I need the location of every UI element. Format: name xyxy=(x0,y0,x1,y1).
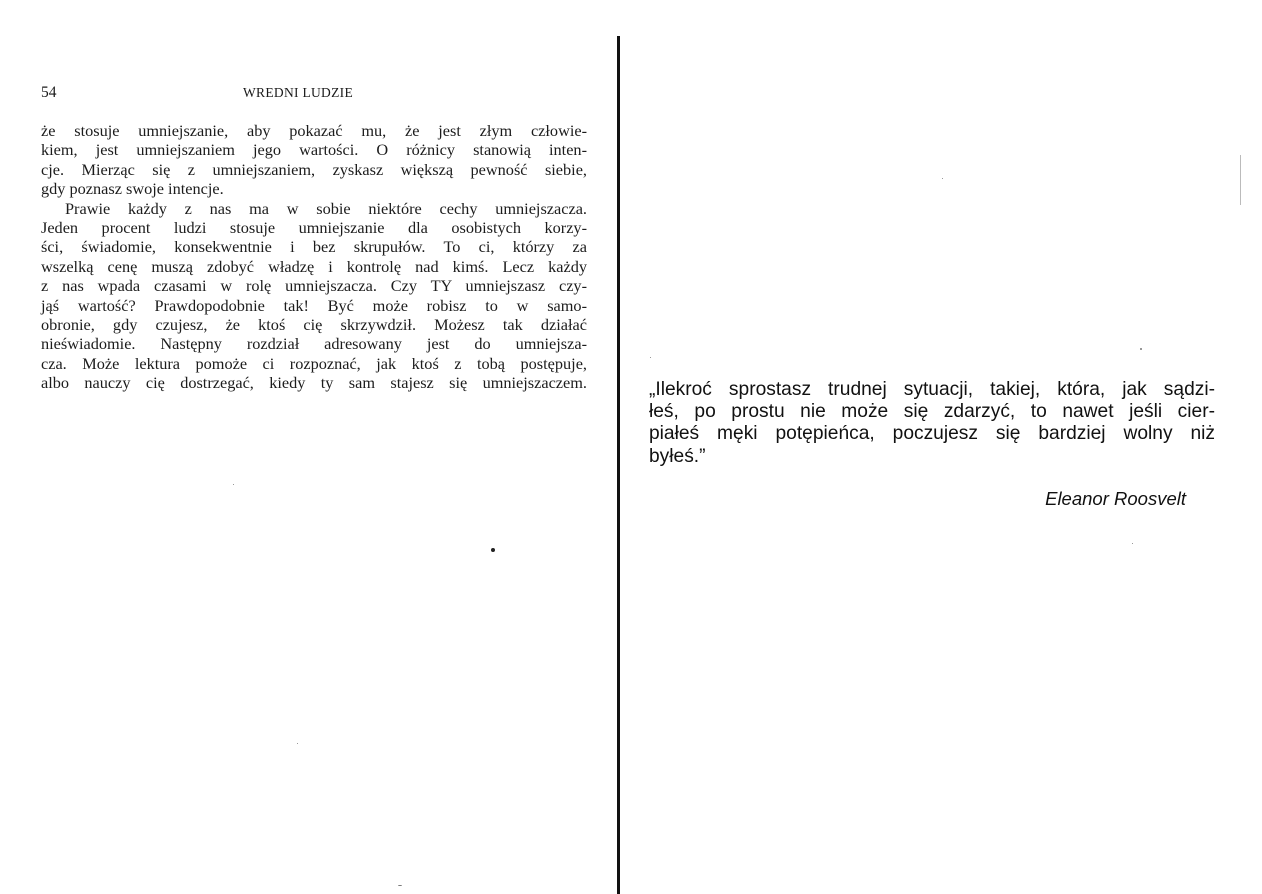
quote-attribution: Eleanor Roosvelt xyxy=(1045,488,1186,509)
text-line: z nas wpada czasami w rolę umniejszacza. Czy TY umniejszasz czy- xyxy=(41,276,587,296)
quote-line: „Ilekroć sprostasz trudnej sytuacji, takiej, która, jak sądzi- xyxy=(649,379,1215,400)
text-line: wszelką cenę muszą zdobyć władzę i kontrolę nad kimś. Lecz każdy xyxy=(41,256,587,276)
scan-speck xyxy=(650,357,651,358)
scan-speck xyxy=(1140,348,1142,350)
scan-speck xyxy=(1132,543,1133,544)
quote-line: byłeś.” xyxy=(649,445,706,467)
scan-speck xyxy=(233,484,234,485)
paragraph-2 xyxy=(41,199,587,393)
quote-line: piałeś męki potępieńca, poczujesz się bardziej wolny niż xyxy=(649,423,1215,445)
scan-speck xyxy=(942,178,943,179)
text-line: gdy poznasz swoje intencje. xyxy=(41,179,224,199)
scan-speck xyxy=(491,548,495,552)
text-line: ści, świadomie, konsekwentnie i bez skrupułów. To ci, którzy za xyxy=(41,237,587,257)
left-page xyxy=(0,0,618,894)
page-number: 54 xyxy=(41,84,57,101)
right-page xyxy=(622,0,1262,894)
text-line: cza. Może lektura pomoże ci rozpoznać, jak ktoś z tobą postępuje, xyxy=(41,353,587,373)
paragraph-1 xyxy=(41,121,587,199)
running-head xyxy=(41,84,591,104)
epigraph-quote xyxy=(649,379,1215,468)
scan-speck xyxy=(398,885,402,886)
text-line: obronie, gdy czujesz, że ktoś cię skrzywdził. Możesz tak działać xyxy=(41,315,587,335)
page-gutter xyxy=(617,36,620,894)
scan-speck xyxy=(297,743,298,744)
scan-speck xyxy=(1240,155,1241,205)
body-text xyxy=(41,121,587,393)
text-line: cje. Mierząc się z umniejszaniem, zyskasz większą pewność siebie, xyxy=(41,159,587,179)
text-line: nieświadomie. Następny rozdział adresowany jest do umniejsza- xyxy=(41,334,587,354)
text-line: Jeden procent ludzi stosuje umniejszanie dla osobistych korzy- xyxy=(41,218,587,238)
quote-line: łeś, po prostu nie może się zdarzyć, to nawet jeśli cier- xyxy=(649,401,1215,423)
text-line: że stosuje umniejszanie, aby pokazać mu, że jest złym człowie- xyxy=(41,121,587,140)
text-line: albo nauczy cię dostrzegać, kiedy ty sam stajesz się umniejszaczem. xyxy=(41,373,587,393)
text-line: kiem, jest umniejszaniem jego wartości. O różnicy stanowią inten- xyxy=(41,140,587,160)
text-line: jąś wartość? Prawdopodobnie tak! Być może robisz to w samo- xyxy=(41,295,587,315)
running-title: WREDNI LUDZIE xyxy=(243,85,353,100)
text-line: Prawie każdy z nas ma w sobie niektóre cechy umniejszacza. xyxy=(65,198,587,218)
